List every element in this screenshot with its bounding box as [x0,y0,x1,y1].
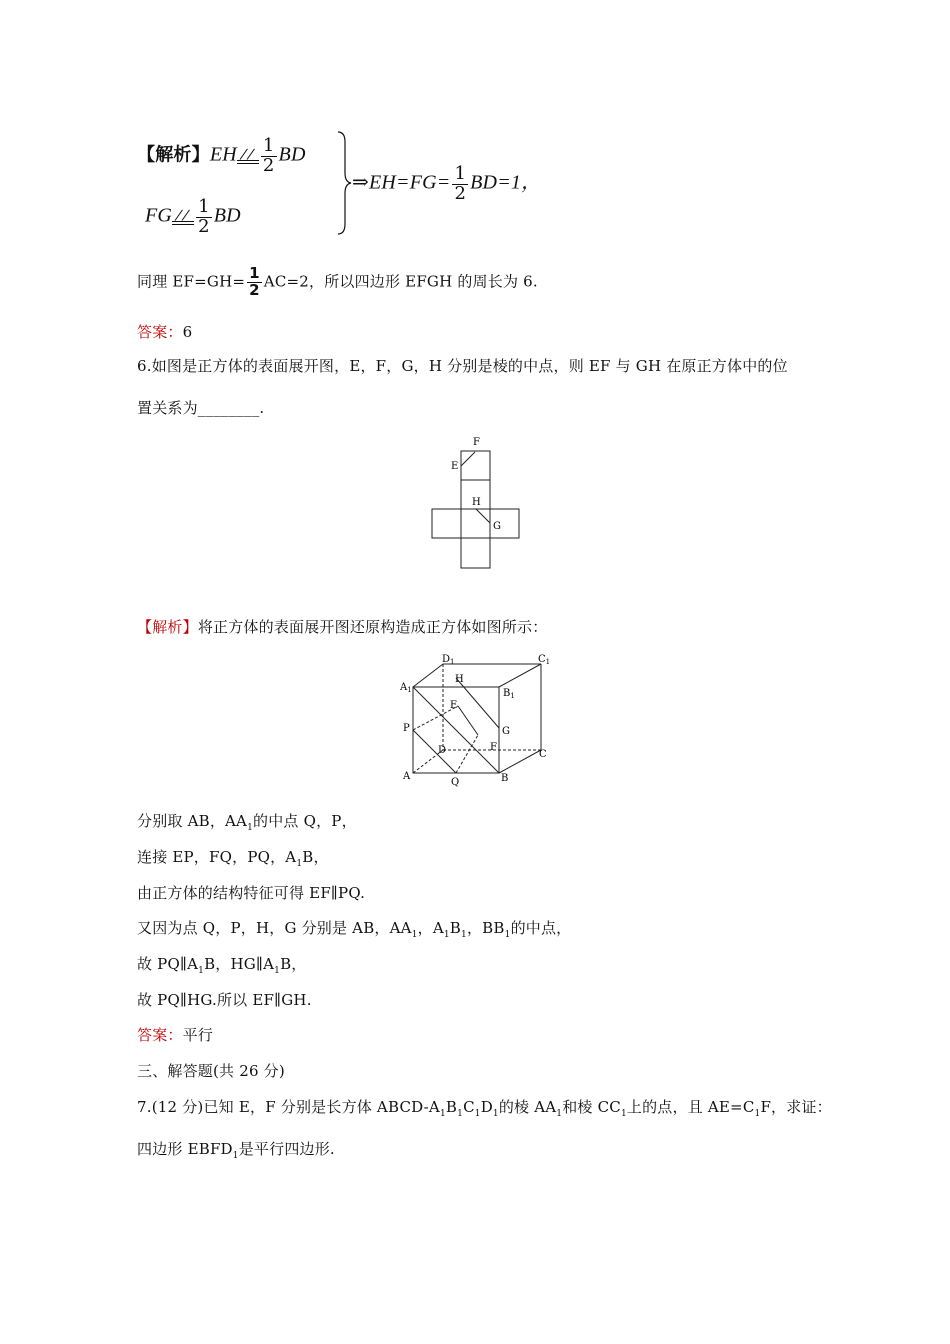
label-F: F [473,437,480,448]
question-7-line-1: 7.(12 分)已知 E，F 分别是长方体 ABCD-$A_1B_1C_1D_1$的棱 $AA_1$和棱 $CC_1$上的点，且 $AE=C_1F$，求证： [137,1098,832,1119]
label-G: G [502,726,510,737]
question-6-line-1: 6.如图是正方体的表面展开图，E，F，G，H 分别是棱的中点，则 EF 与 GH 在原正方体中的位 [137,357,788,375]
analysis-1-line-eh [137,137,306,176]
label-E: E [450,700,458,711]
implies-equation: ⇒EH=FG= [352,171,451,194]
similarly-post: AC=2，所以四边形 EFGH 的周长为 6. [263,272,538,291]
step-4: 又因为点 Q，P，H，G 分别是 AB，$AA_1$，$A_1B_1$，$BB_1$的中点， [137,919,572,940]
fg-symbol: FG [145,204,173,227]
label-H: H [455,674,464,685]
label-B: B [501,773,509,784]
section-3-heading: 三、解答题(共 26 分) [137,1062,285,1080]
cube-figure [398,650,558,790]
bd-equals-one: BD=1， [470,171,542,194]
similarly-pre: 同理 EF=GH= [137,272,246,291]
analysis-6 [137,617,547,637]
step-5: 故 $PQ\parallel A_1B$，$HG\parallel A_1B$， [137,955,307,976]
label-C1: $C_1$ [538,654,551,666]
answer-label: 答案： [137,323,183,341]
label-B1: $B_1$ [503,688,515,700]
half-fraction: $\frac{1}{2}$ [198,196,210,237]
analysis-label: 【解析】 [137,618,198,636]
eh-symbol: EH [209,143,237,166]
label-P: P [403,723,410,734]
bd-symbol: BD [213,204,241,227]
step-6: 故 PQ∥HG.所以 EF∥GH. [137,991,312,1009]
step-3: 由正方体的结构特征可得 EF∥PQ. [137,884,366,902]
label-A1: $A_1$ [400,682,412,694]
step-2: 连接 EP，FQ，PQ，$A_1B$， [137,848,329,869]
parallel-equal-icon [172,209,194,225]
label-D: D [438,745,447,756]
label-F: F [490,742,497,753]
parallel-equal-icon [237,148,259,164]
bd-symbol: BD [278,143,306,166]
answer-value: 6 [182,323,193,341]
label-D1: $D_1$ [442,654,455,666]
analysis-6-text: 将正方体的表面展开图还原构造成正方体如图所示： [197,618,548,636]
label-G: G [493,521,501,532]
cube-net-figure [425,432,525,572]
question-7-line-2: 四边形 $EBFD_1$是平行四边形. [137,1140,335,1161]
answer-value: 平行 [182,1026,214,1044]
answer-5 [137,322,192,342]
label-H: H [472,497,481,508]
analysis-1-line-fg [145,198,241,237]
half-fraction: $\frac{1}{2}$ [262,135,275,176]
half-fraction: $\frac{1}{2}$ [249,264,260,299]
analysis-label: 【解析】 [137,144,210,166]
label-A: A [403,771,411,782]
answer-6 [137,1025,213,1045]
half-fraction: $\frac{1}{2}$ [454,163,467,204]
step-1: 分别取 AB，$AA_1$的中点 Q，P， [137,812,357,833]
label-Q: Q [451,777,460,788]
label-E: E [451,461,459,472]
answer-label: 答案： [137,1026,183,1044]
question-6-line-2: 置关系为________. [137,399,265,417]
similarly-line [137,266,538,299]
label-C: C [539,749,547,760]
analysis-1-conclusion [352,165,541,204]
